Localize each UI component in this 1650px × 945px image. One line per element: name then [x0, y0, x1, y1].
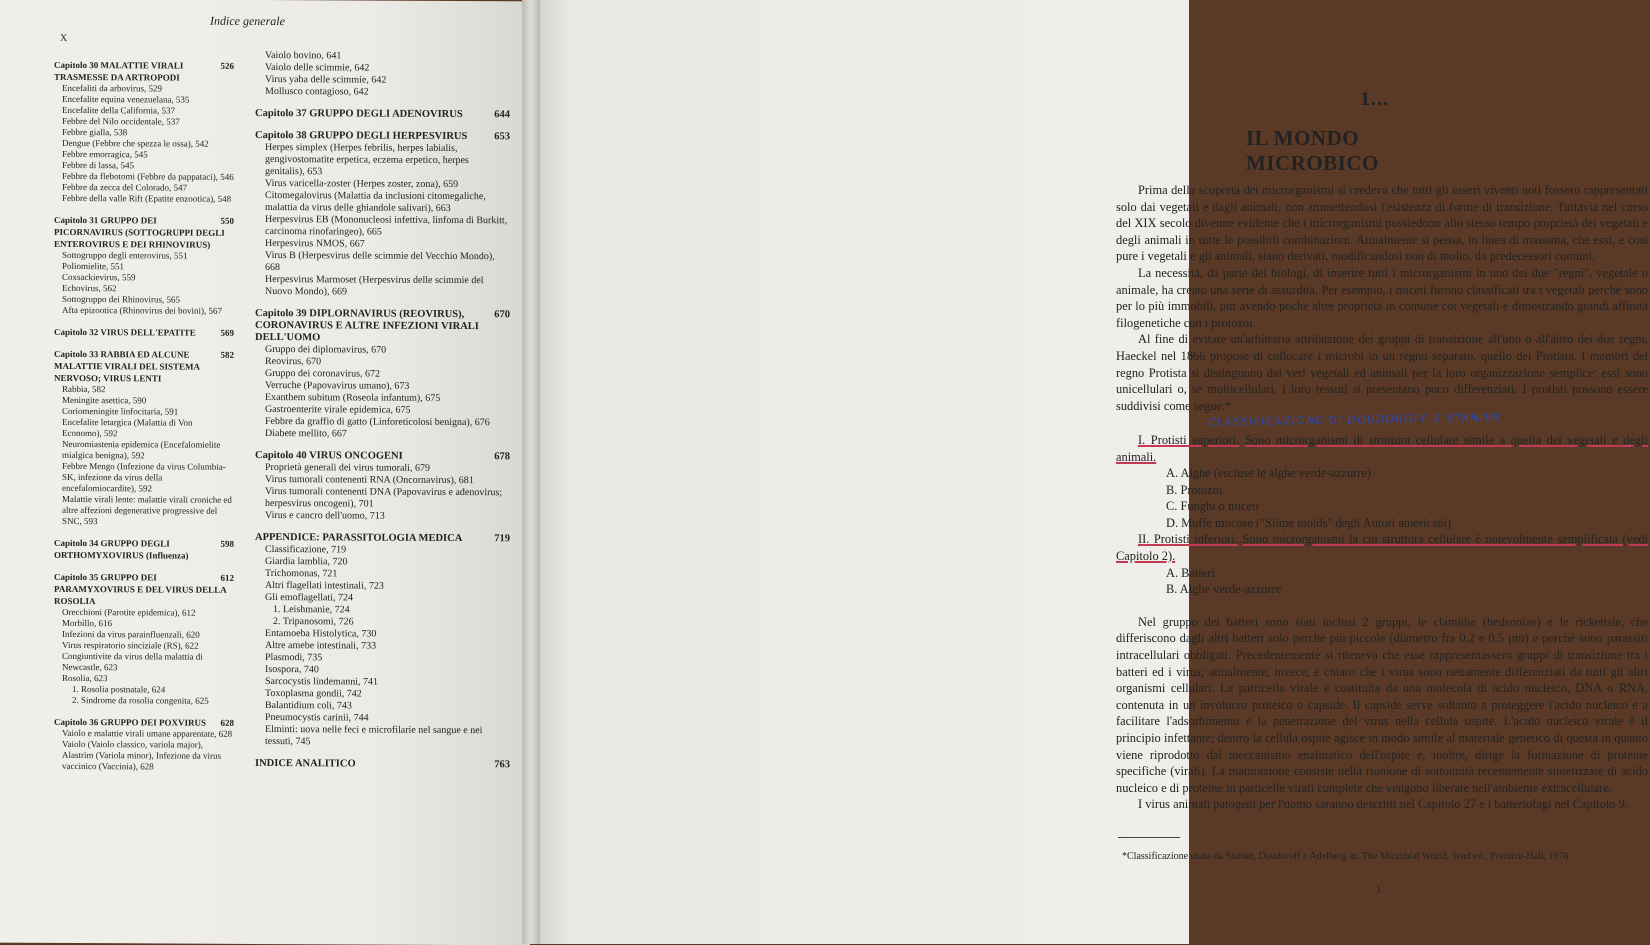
toc-entry: Coxsackievirus, 559 — [62, 271, 136, 283]
paragraph: Al fine di evitare un'arbitraria attribuzione dei gruppi di transizione all'uno o all'altro dei due regni, Haeckel nel 1866 propose di collocare i microbi in un regno separato, quello dei Protista. I membri del regno Protista si distinguono dai veri vegetali ed animali per la loro organizzazione semplice: essi sono unicellulari o, se multicellulari, i loro tessuti si presentano poco differenziati. I protisti possono essere suddivisi come segue:* — [1116, 332, 1648, 413]
toc-entry: Rabbia, 582 — [62, 383, 106, 395]
toc-entry: Toxoplasma gondii, 742 — [265, 688, 362, 700]
toc-chapter-page: 612 — [220, 572, 234, 583]
toc-entry: Exanthem subitum (Roseola infantum), 675 — [265, 392, 441, 404]
toc-column-1 — [54, 49, 234, 773]
toc-entry: Echovirus, 562 — [62, 282, 117, 294]
toc-entry: Febbre gialla, 538 — [62, 126, 128, 138]
protisti-superiori-label: I. Protisti superiori. — [1138, 432, 1240, 447]
toc-entry: Rosolia, 623 — [62, 672, 108, 684]
toc-entry: Febbre di lassa, 545 — [62, 159, 134, 171]
toc-chapter-title: Capitolo 37 GRUPPO DEGLI ADENOVIRUS — [255, 107, 463, 121]
toc-entry: 2. Sindrome da rosolia congenita, 625 — [72, 694, 209, 706]
toc-entry: Encefalite equina venezuelana, 535 — [62, 93, 190, 105]
toc-entry: Virus respiratorio sinciziale (RS), 622 — [62, 639, 199, 651]
paragraph: Nel gruppo dei batteri sono stati inclusi 2 gruppi, le clamidie (bedsoniae) e le rickettsie, che differiscono dagli altri batteri solo perchè più piccole (diametro fra 0,2 e 0,5 µm) e perchè sono parassiti intracellulari obbligati. Precedentemente si riteneva che esse rappresentassero gruppi di transizione tra i batteri ed i virus; attualmente, invece, è chiaro che i virus sono nettamente differenziati da tutti gli altri organismi cellulari. La particella virale è costituita da una molecola di acido nucleico, DNA o RNA, contenuta in un involucro proteico o capside. Il capside serve soltanto a proteggere l'acido nucleico e a facilitare l'adsorbimento e la penetrazione del virus nella cellula ospite. L'acido nucleico virale è il principio infettante; dentro la cellula ospite agisce in modo simile al materiale genetico di questa in quanto viene riprodotto dal meccanismo enzimatico dell'ospite e, inoltre, dirige la formazione di proteine specifiche (virali). La maturazione consiste nella riunione di sottounità recentemente sintetizzate di acido nucleico e di proteine in particelle virali complete che vengono liberate nell'ambiente extracellulare. — [1116, 614, 1648, 795]
list-item: B. Protozoi — [1166, 482, 1223, 497]
toc-chapter-heading — [54, 348, 234, 385]
running-head: Indice generale — [210, 13, 285, 29]
toc-chapter-heading — [54, 571, 234, 608]
list-item: B. Alghe verde-azzurre — [1166, 582, 1282, 597]
toc-entry: Virus B (Herpesvirus delle scimmie del Vecchio Mondo), 668 — [265, 250, 495, 274]
protisti-inferiori — [1116, 531, 1648, 564]
toc-entry: Orecchioni (Parotite epidemica), 612 — [62, 606, 196, 618]
toc-chapter-page: 582 — [220, 349, 234, 360]
toc-entry: Febbre da graffio di gatto (Linforeticolosi benigna), 676 — [265, 416, 490, 429]
right-page-number: 1 — [1376, 884, 1382, 896]
toc-entry: Congiuntivite da virus della malattia di Newcastle, 623 — [62, 650, 203, 673]
toc-entry: Balantidium coli, 743 — [265, 700, 352, 712]
toc-entry: Entamoeba Histolytica, 730 — [265, 628, 377, 640]
toc-chapter-page: 719 — [494, 533, 510, 545]
list-item: A. Alghe (escluse le alghe verde-azzurre) — [1166, 466, 1372, 481]
toc-entry: Gruppo dei diplornavirus, 670 — [265, 344, 387, 356]
toc-chapter-title: Capitolo 38 GRUPPO DEGLI HERPESVIRUS — [255, 129, 468, 143]
toc-entry: Dengue (Febbre che spezza le ossa), 542 — [62, 137, 209, 149]
toc-entry: Pneumocystis carinii, 744 — [265, 712, 369, 724]
toc-chapter-title: Capitolo 35 GRUPPO DEI PARAMYXOVIRUS E DEL VIRUS DELLA ROSOLIA — [54, 571, 227, 607]
toc-entry: Malattie virali lente: malattie virali croniche ed altre affezioni degenerative progressive del SNC, 593 — [62, 493, 232, 527]
protisti-superiori — [1116, 432, 1648, 465]
toc-entry: 1. Rosolia postnatale, 624 — [72, 683, 166, 695]
toc-chapter-heading — [54, 537, 234, 562]
list-item: A. Batteri — [1166, 565, 1215, 580]
toc-chapter-page: 569 — [220, 327, 234, 338]
toc-chapter-title: Capitolo 32 VIRUS DELL'EPATITE — [54, 326, 196, 338]
footnote-rule — [1118, 837, 1180, 838]
toc-entry: Febbre emorragica, 545 — [62, 148, 148, 160]
toc-chapter-title: INDICE ANALITICO — [255, 757, 356, 770]
toc-entry: Coriomeningite linfocitaria, 591 — [62, 405, 179, 417]
toc-chapter-heading — [54, 214, 234, 251]
paragraph: La necessità, da parte dei biologi, di inserire tutti i microrganismi in uno dei due "regni", vegetale o animale, ha creato una serie di assurdità. Per esempio, i miceti furono classificati tra i vegetali perchè sono per lo più immobili, pur avendo poche altre proprietà in comune coi vegetali e dimostrando grandi affinità filogenetiche con i protozoi. — [1116, 265, 1648, 330]
toc-chapter-page: 550 — [220, 215, 234, 226]
toc-entry: Sottogruppo dei Rhinovirus, 565 — [62, 293, 181, 305]
toc-chapter-page: 670 — [494, 309, 510, 321]
toc-entry: Herpesvirus EB (Mononucleosi infettiva, linfoma di Burkitt, carcinoma rinofaringeo), 665 — [265, 214, 508, 238]
left-page — [0, 0, 530, 945]
toc-entry: Febbre da flebotomi (Febbre da pappataci), 546 — [62, 170, 234, 182]
toc-chapter-heading — [54, 716, 234, 729]
paragraph: Prima della scoperta dei microrganismi si credeva che tutti gli esseri viventi noti fossero rappresentati solo dai vegetali e dagli animali, non ammettendosi l'esistenza di forme di transizione. Tuttavia nel corso del XIX secolo divenne evidente che i microrganismi possiedono allo stesso tempo proprietà dei vegetali e degli animali in tutte le possibili combinazioni. Attualmente si pensa, in linea di massima, che essi, e così pure i vegetali e gli animali, siano derivati, modificandosi non di molto, da predecessori comuni. — [1116, 183, 1648, 264]
toc-chapter-title: APPENDICE: PARASSITOLOGIA MEDICA — [255, 531, 463, 545]
toc-entry: Gruppo dei coronavirus, 672 — [265, 368, 380, 380]
toc-entry: Morbillo, 616 — [62, 617, 113, 629]
paragraph: I virus animali patogeni per l'uomo saranno descritti nel Capitolo 27 e i batteriofagi nel Capitolo 9. — [1138, 797, 1628, 812]
toc-entry: Herpesvirus NMOS, 667 — [265, 238, 365, 250]
toc-entry: Vaiolo delle scimmie, 642 — [265, 62, 370, 74]
toc-chapter-title: Capitolo 30 MALATTIE VIRALI TRASMESSE DA ARTROPODI — [54, 59, 184, 83]
book-spine — [522, 0, 540, 944]
toc-entry: Herpes simplex (Herpes febrilis, herpes labialis, gengivostomatite erpetica, eczema erpetico, herpes genitalis), 653 — [265, 142, 469, 178]
toc-entry: Verruche (Papovavirus umano), 673 — [265, 380, 410, 392]
toc-entry: Proprietà generali dei virus tumorali, 679 — [265, 462, 430, 474]
toc-entry: Infezioni da virus parainfluenzali, 620 — [62, 628, 200, 640]
toc-entry: Virus yaba delle scimmie, 642 — [265, 74, 387, 86]
handwritten-annotation: CLASSIFICAZIONE DI DOUDOROFF E STANIER — [1207, 412, 1502, 430]
toc-entry: Gastroenterite virale epidemica, 675 — [265, 404, 411, 416]
toc-entry: Elminti: uova nelle feci e microfilarie nel sangue e nei tessuti, 745 — [265, 724, 483, 748]
toc-chapter-title: Capitolo 36 GRUPPO DEI POXVIRUS — [54, 716, 207, 728]
toc-entry: Afta epizootica (Rhinovirus dei bovini), 567 — [62, 304, 222, 316]
toc-chapter-title: Capitolo 33 RABBIA ED ALCUNE MALATTIE VIRALI DEL SISTEMA NERVOSO; VIRUS LENTI — [54, 348, 200, 384]
toc-entry: Febbre del Nilo occidentale, 537 — [62, 115, 180, 127]
toc-entry: Sarcocystis lindemanni, 741 — [265, 676, 379, 688]
footnote: *Classificazione usata da Stanier, Doudoroff e Adelberg in: The Microbial World, 3end ed., Prentice-Hall, 1970. — [1122, 851, 1572, 862]
toc-entry: Febbre da zecca del Colorado, 547 — [62, 181, 187, 193]
toc-entry: Virus e cancro dell'uomo, 713 — [265, 510, 385, 522]
toc-chapter-title: Capitolo 39 DIPLORNAVIRUS (REOVIRUS), CORONAVIRUS E ALTRE INFEZIONI VIRALI DELL'UOMO — [255, 307, 479, 344]
toc-chapter-heading — [255, 108, 510, 121]
toc-chapter-page: 644 — [494, 109, 510, 121]
toc-entry: Febbre Mengo (Infezione da virus Columbia-SK, infezione da virus della encefalomiocardite), 592 — [62, 460, 226, 494]
toc-entry: Vaiolo e malattie virali umane apparentate, 628 — [62, 727, 233, 739]
toc-entry: Trichomonas, 721 — [265, 568, 338, 580]
toc-entry: Sottogruppo degli enterovirus, 551 — [62, 249, 188, 261]
toc-entry: Mollusco contagioso, 642 — [265, 86, 369, 98]
chapter-body — [1116, 182, 1648, 813]
list-item: C. Funghi o miceti — [1166, 499, 1259, 514]
toc-entry: Altre amebe intestinali, 733 — [265, 640, 377, 652]
protisti-superiori-text: Sono microrganismi di struttura cellulare simile a quella dei vegetali e degli animali. — [1116, 432, 1648, 464]
right-page — [530, 0, 1648, 944]
toc-entry: Plasmodi, 735 — [265, 652, 323, 664]
toc-entry: Neuromiastenia epidemica (Encefalomielite mialgica benigna), 592 — [62, 438, 221, 461]
toc-entry: Poliomielite, 551 — [62, 260, 124, 272]
toc-chapter-heading — [54, 59, 234, 84]
toc-entry: Febbre della valle Rift (Epatite enzootica), 548 — [62, 192, 232, 204]
toc-chapter-page: 763 — [494, 759, 510, 771]
toc-entry: Encefaliti da arbovirus, 529 — [62, 82, 162, 94]
toc-entry: Classificazione, 719 — [265, 544, 347, 556]
toc-entry: Herpesvirus Marmoset (Herpesvirus delle scimmie del Nuovo Mondo), 669 — [265, 274, 484, 298]
toc-chapter-page: 628 — [220, 717, 234, 728]
toc-column-2 — [255, 50, 510, 771]
list-item: D. Muffe mucose ("Slime molds" degli Autori americani) — [1166, 515, 1452, 530]
toc-entry: Virus tumorali contenenti DNA (Papovavirus e adenovirus; herpesvirus oncogeni), 701 — [265, 486, 503, 510]
toc-entry: 1. Leishmanie, 724 — [273, 604, 350, 616]
toc-chapter-page: 678 — [494, 451, 510, 463]
protisti-inferiori-label: II. Protisti inferiori. — [1138, 532, 1238, 547]
toc-entry: Altri flagellati intestinali, 723 — [265, 580, 384, 592]
chapter-title: IL MONDO MICROBICO — [1246, 126, 1379, 175]
toc-chapter-title: Capitolo 34 GRUPPO DEGLI ORTHOMYXOVIRUS (Influenza) — [54, 537, 189, 561]
toc-entry: Virus tumorali contenenti RNA (Oncornavirus), 681 — [265, 474, 474, 487]
toc-entry: Encefalite letargica (Malattia di Von Economo), 592 — [62, 416, 193, 439]
chapter-number: 1... — [1360, 88, 1389, 110]
toc-chapter-heading — [54, 326, 234, 339]
toc-entry: Vaiolo bovino, 641 — [265, 50, 342, 62]
toc-entry: Vaiolo (Vaiolo classico, variola major), Alastrim (Variola minor), Infezione da virus vaccinico (Vaccinia), 628 — [62, 738, 221, 772]
left-page-number: X — [60, 32, 68, 44]
toc-entry: Encefalite della California, 537 — [62, 104, 175, 116]
toc-chapter-title: Capitolo 31 GRUPPO DEI PICORNAVIRUS (SOTTOGRUPPI DEGLI ENTEROVIRUS E DEI RHINOVIRUS) — [54, 214, 225, 250]
toc-chapter-page: 526 — [220, 60, 234, 71]
toc-entry: Giardia lamblia, 720 — [265, 556, 348, 568]
toc-chapter-heading — [255, 758, 510, 771]
toc-entry: Virus varicella-zoster (Herpes zoster, zona), 659 — [265, 178, 459, 191]
toc-chapter-page: 653 — [494, 131, 510, 143]
toc-entry: Meningite asettica, 590 — [62, 394, 147, 406]
toc-chapter-title: Capitolo 40 VIRUS ONCOGENI — [255, 449, 403, 462]
toc-chapter-page: 598 — [220, 538, 234, 549]
toc-entry: Reovirus, 670 — [265, 356, 322, 368]
toc-entry: 2. Tripanosomi, 726 — [273, 616, 354, 628]
toc-entry: Gli emoflagellati, 724 — [265, 592, 354, 604]
toc-entry: Diabete mellito, 667 — [265, 428, 347, 440]
protisti-inferiori-text: Sono microrganismi la cui struttura cellulare è notevolmente semplificata (vedi Capitolo 2). — [1116, 532, 1648, 564]
toc-entry: Isospora, 740 — [265, 664, 319, 676]
toc-chapter-heading — [255, 308, 510, 345]
toc-entry: Citomegalovirus (Malattia da inclusioni citomegaliche, malattia da virus delle ghiandole salivari), 663 — [265, 190, 486, 214]
